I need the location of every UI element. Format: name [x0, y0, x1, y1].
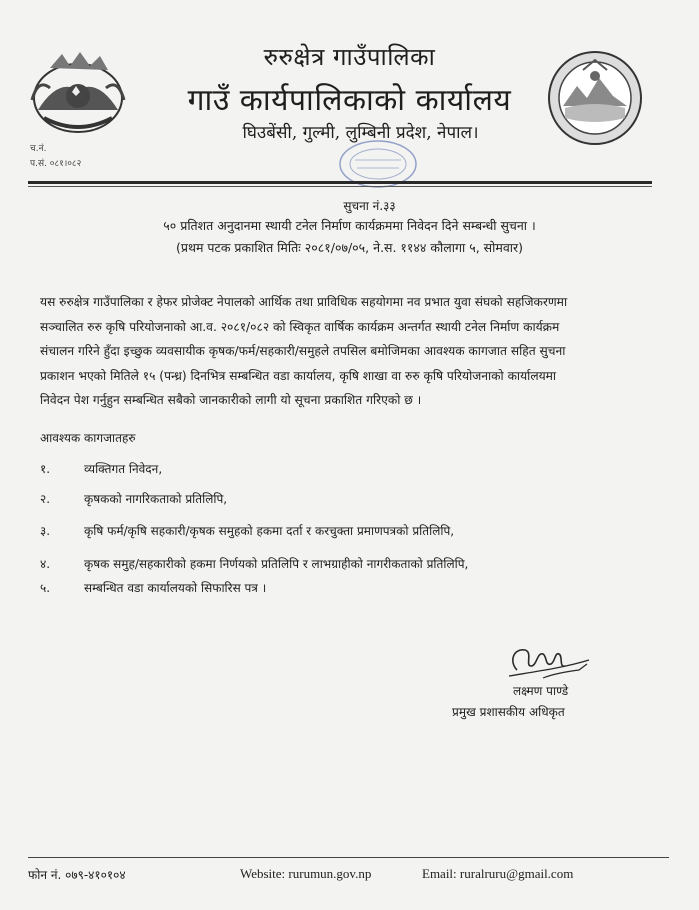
body-line: संचालन गरिने हुँदा इच्छुक व्यवसायीक कृषक/फर्म/सहकारी/समुहले तपसिल बमोजिमका आवश्यक कागजात सहित सुचना	[40, 344, 566, 358]
item-number: ३.	[40, 524, 51, 538]
body-line: निवेदन पेश गर्नुहुन सम्बन्धित सबैको जानकारीको लागी यो सूचना प्रकाशित गरिएको छ ।	[40, 393, 422, 407]
office-address: घिउबेंसी, गुल्मी, लुम्बिनी प्रदेश, नेपाल।	[242, 123, 479, 143]
item-number: ४.	[40, 557, 51, 571]
publication-date: (प्रथम पटक प्रकाशित मितिः २०८१/०७/०५, ने.स. ११४४ कौलागा ५, सोमवार)	[176, 240, 523, 255]
notice-subject: ५० प्रतिशत अनुदानमा स्थायी टनेल निर्माण कार्यक्रममा निवेदन दिने सम्बन्धी सुचना ।	[163, 218, 536, 233]
dispatch-number-label: च.नं.	[30, 144, 47, 154]
handwritten-signature	[503, 640, 593, 686]
notice-body	[40, 290, 658, 413]
item-text: व्यक्तिगत निवेदन,	[84, 462, 163, 476]
notice-number: सुचना नं.३३	[343, 199, 396, 213]
body-line: प्रकाशन भएको मितिले १५ (पन्ध्र) दिनभित्र सम्बन्धित वडा कार्यालय, कृषि शाखा वा रुरु कृषि परियोजनाको कार्यालयमा	[40, 368, 557, 383]
body-line: सञ्चालित रुरु कृषि परियोजनाको आ.व. २०८१/०८२ को स्विकृत वार्षिक कार्यक्रम अन्तर्गत स्थायी टनेल निर्माण कार्यक्रम	[40, 319, 560, 334]
footer-website: Website: rurumun.gov.np	[240, 866, 372, 881]
footer-email: Email: ruralruru@gmail.com	[422, 866, 574, 881]
item-text: कृषि फर्म/कृषि सहकारी/कृषक समुहको हकमा दर्ता र करचुक्ता प्रमाणपत्रको प्रतिलिपि,	[84, 524, 455, 538]
item-text: कृषकको नागरिकताको प्रतिलिपि,	[84, 492, 228, 506]
requirements-heading: आवश्यक कागजातहरु	[40, 431, 136, 445]
municipality-name: रुरुक्षेत्र गाउँपालिका	[263, 43, 436, 71]
fiscal-year-ref: प.सं. ०८१।०८२	[30, 159, 82, 169]
office-name: गाउँ कार्यपालिकाको कार्यालय	[187, 83, 512, 118]
item-number: २.	[40, 492, 51, 506]
item-number: १.	[40, 462, 51, 476]
item-text: कृषक समुह/सहकारीको हकमा निर्णयको प्रतिलिपि र लाभग्राहीको नागरीकताको प्रतिलिपि,	[84, 557, 469, 571]
footer-phone: फोन नं. ०७९-४१०१०४	[28, 868, 126, 882]
header-divider	[28, 181, 652, 184]
body-line: यस रुरुक्षेत्र गाउँपालिका र हेफर प्रोजेक्ट नेपालको आर्थिक तथा प्राविधिक सहयोगमा नव प्रभात युवा संघको सहजिकरणमा	[40, 295, 568, 309]
item-text: सम्बन्धित वडा कार्यालयको सिफारिस पत्र ।	[84, 581, 267, 595]
item-number: ५.	[40, 581, 51, 595]
signatory-title: प्रमुख प्रशासकीय अधिकृत	[452, 705, 565, 719]
signatory-name: लक्ष्मण पाण्डे	[513, 684, 569, 698]
footer-divider	[28, 857, 669, 858]
header-divider-thin	[28, 186, 652, 187]
